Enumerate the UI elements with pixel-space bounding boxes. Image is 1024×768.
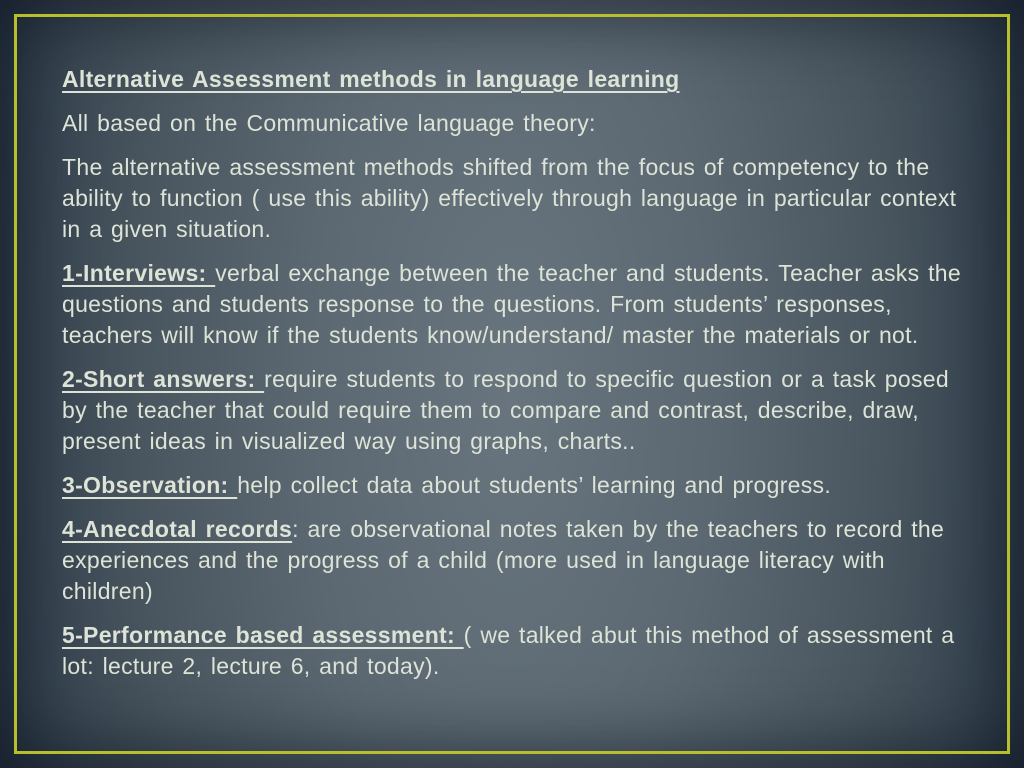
short-answers-text: require students to respond to specific question or a task posed by the teacher that could require them to compare and contrast, describe, draw, present ideas in visualized way using graphs, charts.. xyxy=(62,366,949,454)
slide-title-text: Alternative Assessment methods in language learning xyxy=(62,66,680,92)
performance-assessment-text: ( we talked abut this method of assessment a lot: lecture 2, lecture 6, and today). xyxy=(62,622,955,679)
subtitle-text: All based on the Communicative language theory: xyxy=(62,110,596,136)
interviews-text: verbal exchange between the teacher and students. Teacher asks the questions and students response to the questions. From students’ responses, teachers will know if the students know/understand/ master the materials or not. xyxy=(62,260,961,348)
intro-paragraph xyxy=(62,152,968,245)
anecdotal-records-paragraph xyxy=(62,514,968,607)
slide-body-text xyxy=(62,64,968,695)
anecdotal-records-heading: 4-Anecdotal records xyxy=(62,516,293,542)
intro-text: The alternative assessment methods shifted from the focus of competency to the ability to function ( use this ability) effectively through language in particular context in a given situation. xyxy=(62,154,957,242)
subtitle-line xyxy=(62,108,968,139)
interviews-heading: 1-Interviews: xyxy=(62,260,216,286)
performance-assessment-paragraph xyxy=(62,620,968,682)
slide-title xyxy=(62,64,968,95)
observation-paragraph xyxy=(62,470,968,501)
short-answers-heading: 2-Short answers: xyxy=(62,366,265,392)
short-answers-paragraph xyxy=(62,364,968,457)
anecdotal-records-text: : are observational notes taken by the teachers to record the experiences and the progress of a child (more used in language literacy with children) xyxy=(62,516,945,604)
performance-assessment-heading: 5-Performance based assessment: xyxy=(62,622,464,648)
observation-text: help collect data about students’ learning and progress. xyxy=(237,472,832,498)
observation-heading: 3-Observation: xyxy=(62,472,238,498)
interviews-paragraph xyxy=(62,258,968,351)
